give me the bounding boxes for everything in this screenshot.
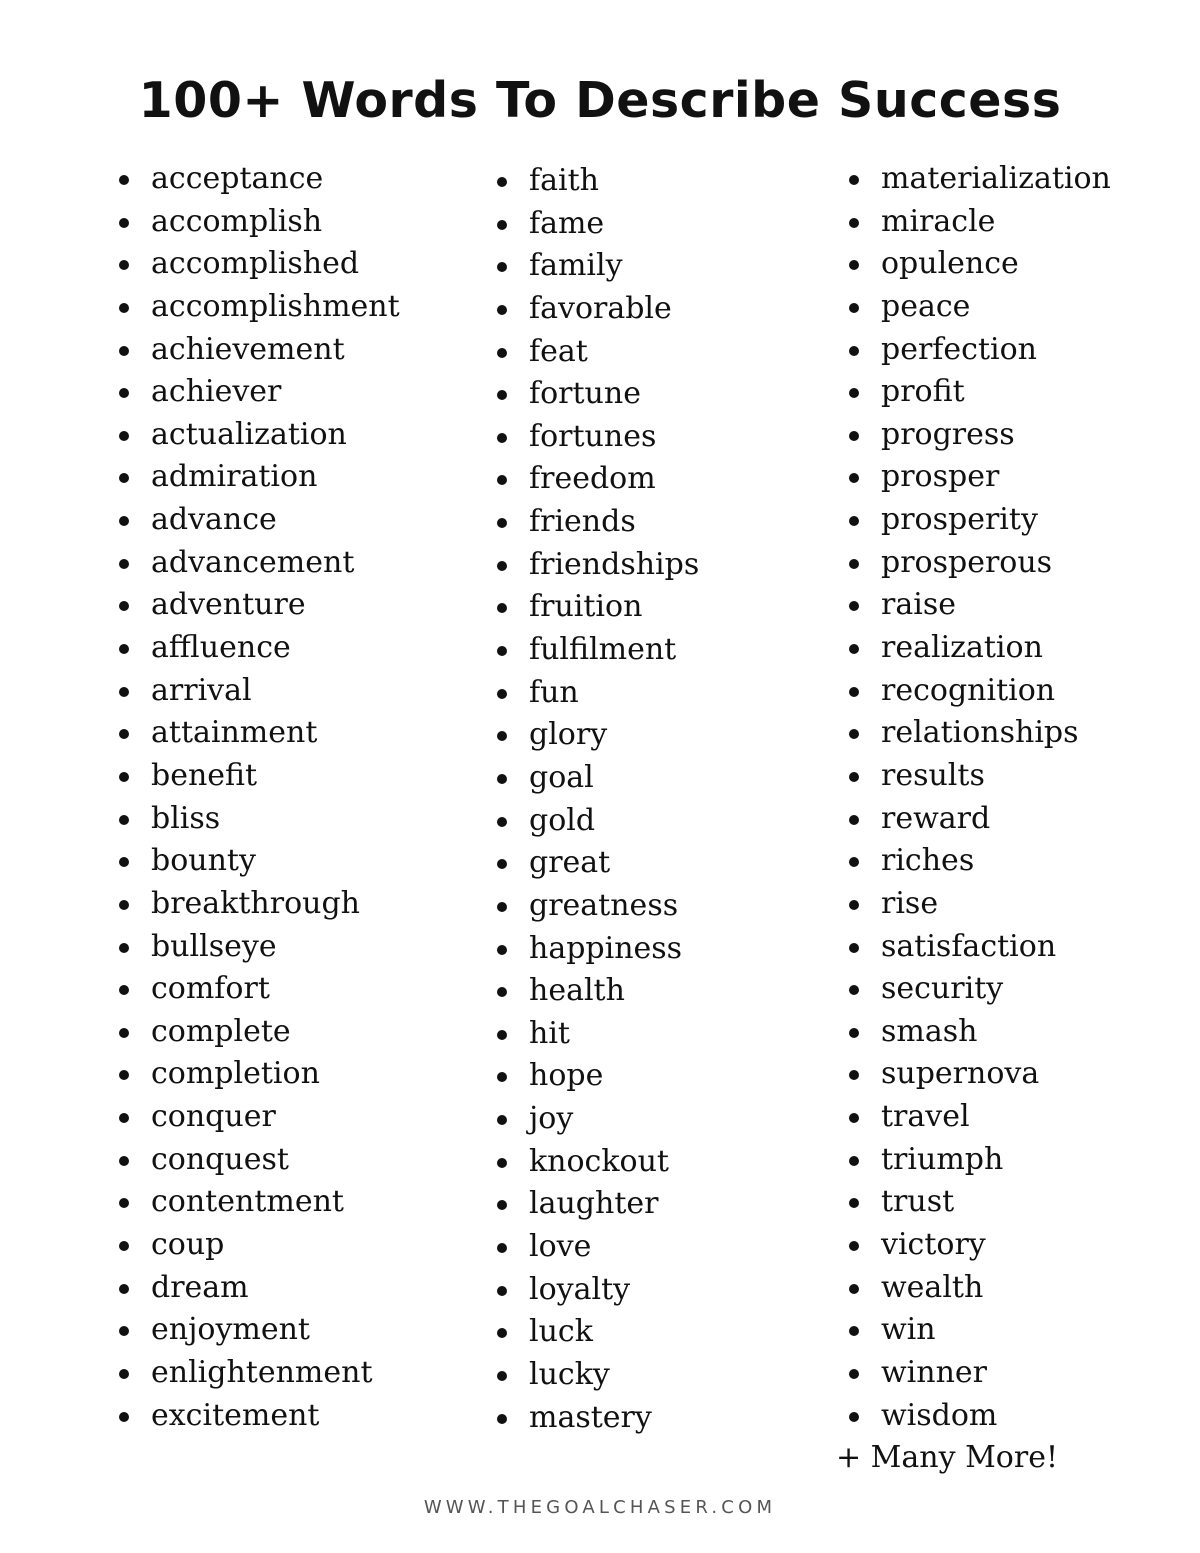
list-item — [846, 1181, 1111, 1224]
bullet-icon — [497, 1200, 507, 1210]
list-item — [116, 1053, 400, 1096]
word-text: enlightenment — [151, 1354, 373, 1390]
bullet-icon — [849, 815, 859, 825]
bullet-icon — [849, 1070, 859, 1080]
bullet-icon — [497, 177, 507, 187]
list-item — [494, 1397, 699, 1440]
word-list-column-1 — [116, 158, 400, 1437]
bullet-icon — [849, 1241, 859, 1251]
bullet-icon — [119, 175, 129, 185]
list-item — [846, 456, 1111, 499]
word-text: fulfilment — [529, 632, 677, 668]
list-item — [846, 329, 1111, 372]
bullet-icon — [119, 1241, 129, 1251]
list-item — [116, 286, 400, 329]
bullet-icon — [119, 218, 129, 228]
word-list-column-3 — [846, 158, 1111, 1437]
word-text: prosper — [881, 459, 1000, 495]
bullet-icon — [497, 1414, 507, 1424]
list-item — [846, 1309, 1111, 1352]
list-item — [494, 885, 699, 928]
word-text: raise — [881, 587, 956, 623]
list-item — [846, 1267, 1111, 1310]
bullet-icon — [119, 1070, 129, 1080]
list-item — [494, 629, 699, 672]
bullet-icon — [849, 900, 859, 910]
bullet-icon — [119, 1028, 129, 1038]
word-text: affluence — [151, 630, 291, 666]
word-text: loyalty — [529, 1271, 631, 1307]
word-text: fortune — [529, 376, 641, 412]
word-text: bullseye — [151, 928, 277, 964]
list-item — [494, 1141, 699, 1184]
word-text: accomplish — [151, 203, 323, 239]
word-text: great — [529, 845, 611, 881]
bullet-icon — [119, 388, 129, 398]
bullet-icon — [849, 346, 859, 356]
bullet-icon — [119, 1284, 129, 1294]
bullet-icon — [849, 1284, 859, 1294]
bullet-icon — [849, 431, 859, 441]
bullet-icon — [497, 1371, 507, 1381]
bullet-icon — [497, 262, 507, 272]
list-item — [494, 1354, 699, 1397]
list-item — [846, 840, 1111, 883]
bullet-icon — [849, 1326, 859, 1336]
word-text: glory — [529, 717, 608, 753]
word-text: perfection — [881, 331, 1037, 367]
bullet-icon — [119, 516, 129, 526]
word-text: fun — [529, 674, 579, 710]
bullet-icon — [849, 1198, 859, 1208]
bullet-icon — [849, 943, 859, 953]
list-item — [846, 243, 1111, 286]
list-item — [494, 203, 699, 246]
list-item — [846, 542, 1111, 585]
word-text: love — [529, 1229, 592, 1265]
list-item — [494, 1055, 699, 1098]
list-item — [116, 1352, 400, 1395]
list-item — [494, 1226, 699, 1269]
bullet-icon — [119, 985, 129, 995]
word-text: friends — [529, 504, 636, 540]
word-text: breakthrough — [151, 885, 360, 921]
bullet-icon — [849, 729, 859, 739]
list-item — [846, 371, 1111, 414]
bullet-icon — [849, 687, 859, 697]
word-text: win — [881, 1312, 936, 1348]
bullet-icon — [119, 857, 129, 867]
bullet-icon — [497, 1158, 507, 1168]
bullet-icon — [119, 1113, 129, 1123]
word-text: advancement — [151, 544, 355, 580]
word-text: fruition — [529, 589, 643, 625]
list-item — [116, 1096, 400, 1139]
word-text: joy — [529, 1101, 574, 1137]
word-text: excitement — [151, 1397, 320, 1433]
bullet-icon — [119, 772, 129, 782]
list-item — [494, 458, 699, 501]
word-text: hope — [529, 1058, 604, 1094]
bullet-icon — [849, 516, 859, 526]
word-text: gold — [529, 802, 596, 838]
word-text: contentment — [151, 1184, 344, 1220]
word-text: recognition — [881, 672, 1056, 708]
bullet-icon — [849, 985, 859, 995]
bullet-icon — [119, 1369, 129, 1379]
list-item — [846, 926, 1111, 969]
bullet-icon — [497, 475, 507, 485]
bullet-icon — [497, 305, 507, 315]
list-item — [846, 798, 1111, 841]
word-text: victory — [881, 1227, 986, 1263]
word-text: benefit — [151, 757, 258, 793]
word-text: comfort — [151, 971, 270, 1007]
list-item — [846, 584, 1111, 627]
word-text: conquest — [151, 1141, 289, 1177]
word-text: dream — [151, 1269, 249, 1305]
list-item — [116, 201, 400, 244]
bullet-icon — [119, 559, 129, 569]
list-item — [494, 928, 699, 971]
word-text: complete — [151, 1013, 291, 1049]
word-text: mastery — [529, 1399, 652, 1435]
word-text: hit — [529, 1015, 570, 1051]
list-item — [846, 158, 1111, 201]
list-item — [494, 842, 699, 885]
word-text: smash — [881, 1013, 978, 1049]
word-text: greatness — [529, 887, 679, 923]
word-text: peace — [881, 288, 971, 324]
website-footer: WWW.THEGOALCHASER.COM — [423, 1497, 777, 1518]
list-item — [846, 883, 1111, 926]
word-text: reward — [881, 800, 991, 836]
word-text: conquer — [151, 1099, 276, 1135]
list-item — [494, 416, 699, 459]
word-text: rise — [881, 885, 939, 921]
bullet-icon — [849, 1156, 859, 1166]
bullet-icon — [497, 646, 507, 656]
list-item — [846, 1352, 1111, 1395]
list-item — [846, 1053, 1111, 1096]
word-text: fame — [529, 205, 605, 241]
list-item — [494, 544, 699, 587]
bullet-icon — [497, 1072, 507, 1082]
word-text: prosperous — [881, 544, 1053, 580]
bullet-icon — [849, 388, 859, 398]
bullet-icon — [849, 260, 859, 270]
list-item — [116, 1139, 400, 1182]
bullet-icon — [849, 1412, 859, 1422]
bullet-icon — [849, 772, 859, 782]
list-item — [116, 1181, 400, 1224]
bullet-icon — [849, 644, 859, 654]
bullet-icon — [497, 817, 507, 827]
word-text: security — [881, 971, 1004, 1007]
word-text: travel — [881, 1099, 970, 1135]
bullet-icon — [497, 390, 507, 400]
bullet-icon — [497, 859, 507, 869]
list-item — [116, 414, 400, 457]
word-text: bliss — [151, 800, 221, 836]
list-item — [494, 1183, 699, 1226]
bullet-icon — [119, 900, 129, 910]
list-item — [846, 712, 1111, 755]
bullet-icon — [497, 731, 507, 741]
word-text: prosperity — [881, 502, 1038, 538]
word-text: friendships — [529, 546, 700, 582]
word-text: triumph — [881, 1141, 1004, 1177]
word-text: accomplishment — [151, 288, 400, 324]
word-text: realization — [881, 630, 1043, 666]
list-item — [494, 1013, 699, 1056]
bullet-icon — [497, 603, 507, 613]
bullet-icon — [119, 687, 129, 697]
list-item — [116, 329, 400, 372]
bullet-icon — [119, 943, 129, 953]
list-item — [846, 755, 1111, 798]
word-text: goal — [529, 759, 594, 795]
word-text: happiness — [529, 930, 683, 966]
list-item — [116, 755, 400, 798]
list-item — [846, 1395, 1111, 1438]
word-text: trust — [881, 1184, 955, 1220]
word-text: winner — [881, 1354, 988, 1390]
word-text: opulence — [881, 246, 1019, 282]
word-text: wisdom — [881, 1397, 998, 1433]
list-item — [116, 627, 400, 670]
word-text: supernova — [881, 1056, 1040, 1092]
word-text: lucky — [529, 1356, 610, 1392]
bullet-icon — [497, 220, 507, 230]
word-text: health — [529, 973, 625, 1009]
list-item — [494, 970, 699, 1013]
list-item — [494, 800, 699, 843]
bullet-icon — [119, 1412, 129, 1422]
bullet-icon — [119, 729, 129, 739]
bullet-icon — [119, 346, 129, 356]
list-item — [116, 883, 400, 926]
bullet-icon — [497, 518, 507, 528]
list-item — [494, 501, 699, 544]
list-item — [116, 371, 400, 414]
list-item — [116, 1224, 400, 1267]
list-item — [494, 373, 699, 416]
list-item — [116, 840, 400, 883]
bullet-icon — [497, 1286, 507, 1296]
word-list-column-2 — [494, 160, 699, 1439]
word-text: knockout — [529, 1143, 669, 1179]
list-item — [116, 456, 400, 499]
bullet-icon — [497, 987, 507, 997]
list-item — [846, 1011, 1111, 1054]
bullet-icon — [119, 303, 129, 313]
list-item — [116, 243, 400, 286]
list-item — [116, 158, 400, 201]
bullet-icon — [119, 1326, 129, 1336]
bullet-icon — [849, 303, 859, 313]
list-item — [494, 1311, 699, 1354]
bullet-icon — [849, 559, 859, 569]
word-text: acceptance — [151, 161, 324, 196]
word-text: materialization — [881, 161, 1111, 196]
bullet-icon — [119, 815, 129, 825]
list-item — [846, 627, 1111, 670]
word-text: achievement — [151, 331, 345, 367]
bullet-icon — [497, 689, 507, 699]
word-text: miracle — [881, 203, 996, 239]
list-item — [846, 1224, 1111, 1267]
bullet-icon — [849, 1028, 859, 1038]
word-text: actualization — [151, 416, 347, 452]
word-text: luck — [529, 1314, 593, 1350]
list-item — [116, 1267, 400, 1310]
word-text: results — [881, 757, 985, 793]
word-text: laughter — [529, 1186, 659, 1222]
list-item — [116, 670, 400, 713]
list-item — [846, 201, 1111, 244]
list-item — [846, 968, 1111, 1011]
word-text: fortunes — [529, 418, 657, 454]
list-item — [116, 542, 400, 585]
list-item — [846, 1139, 1111, 1182]
word-text: wealth — [881, 1269, 984, 1305]
list-item — [494, 288, 699, 331]
word-text: freedom — [529, 461, 656, 497]
word-text: coup — [151, 1227, 225, 1263]
bullet-icon — [119, 601, 129, 611]
bullet-icon — [849, 218, 859, 228]
word-text: arrival — [151, 672, 252, 708]
bullet-icon — [849, 857, 859, 867]
word-text: achiever — [151, 374, 282, 410]
bullet-icon — [497, 1328, 507, 1338]
list-item — [846, 286, 1111, 329]
list-item — [846, 670, 1111, 713]
bullet-icon — [497, 561, 507, 571]
bullet-icon — [497, 774, 507, 784]
list-item — [116, 1011, 400, 1054]
list-item — [116, 926, 400, 969]
list-item — [116, 1309, 400, 1352]
bullet-icon — [119, 1198, 129, 1208]
list-item — [494, 714, 699, 757]
bullet-icon — [849, 1369, 859, 1379]
list-item — [494, 672, 699, 715]
word-text: relationships — [881, 715, 1079, 751]
bullet-icon — [119, 1156, 129, 1166]
list-item — [846, 414, 1111, 457]
list-item — [116, 499, 400, 542]
word-text: enjoyment — [151, 1312, 310, 1348]
list-item — [116, 1395, 400, 1438]
list-item — [494, 245, 699, 288]
many-more-note: + Many More! — [836, 1440, 1059, 1475]
word-text: accomplished — [151, 246, 360, 282]
bullet-icon — [849, 1113, 859, 1123]
word-text: attainment — [151, 715, 318, 751]
list-item — [494, 586, 699, 629]
bullet-icon — [497, 1030, 507, 1040]
word-text: completion — [151, 1056, 320, 1092]
list-item — [846, 499, 1111, 542]
word-text: advance — [151, 502, 277, 538]
list-item — [116, 798, 400, 841]
bullet-icon — [497, 945, 507, 955]
list-item — [494, 757, 699, 800]
word-text: riches — [881, 843, 975, 879]
word-text: satisfaction — [881, 928, 1057, 964]
list-item — [846, 1096, 1111, 1139]
list-item — [494, 331, 699, 374]
word-text: family — [529, 248, 623, 284]
word-text: faith — [529, 163, 599, 198]
bullet-icon — [497, 433, 507, 443]
bullet-icon — [119, 260, 129, 270]
word-text: admiration — [151, 459, 318, 495]
word-text: favorable — [529, 290, 672, 326]
bullet-icon — [497, 348, 507, 358]
word-text: progress — [881, 416, 1015, 452]
bullet-icon — [119, 431, 129, 441]
word-text: bounty — [151, 843, 256, 879]
bullet-icon — [849, 175, 859, 185]
page-title: 100+ Words To Describe Success — [138, 71, 1062, 129]
list-item — [116, 968, 400, 1011]
list-item — [494, 1098, 699, 1141]
bullet-icon — [497, 1243, 507, 1253]
bullet-icon — [497, 1115, 507, 1125]
word-text: profit — [881, 374, 965, 410]
bullet-icon — [119, 473, 129, 483]
list-item — [494, 1269, 699, 1312]
bullet-icon — [497, 902, 507, 912]
list-item — [116, 584, 400, 627]
list-item — [116, 712, 400, 755]
word-text: feat — [529, 333, 588, 369]
bullet-icon — [849, 473, 859, 483]
bullet-icon — [119, 644, 129, 654]
list-item — [494, 160, 699, 203]
word-text: adventure — [151, 587, 306, 623]
bullet-icon — [849, 601, 859, 611]
